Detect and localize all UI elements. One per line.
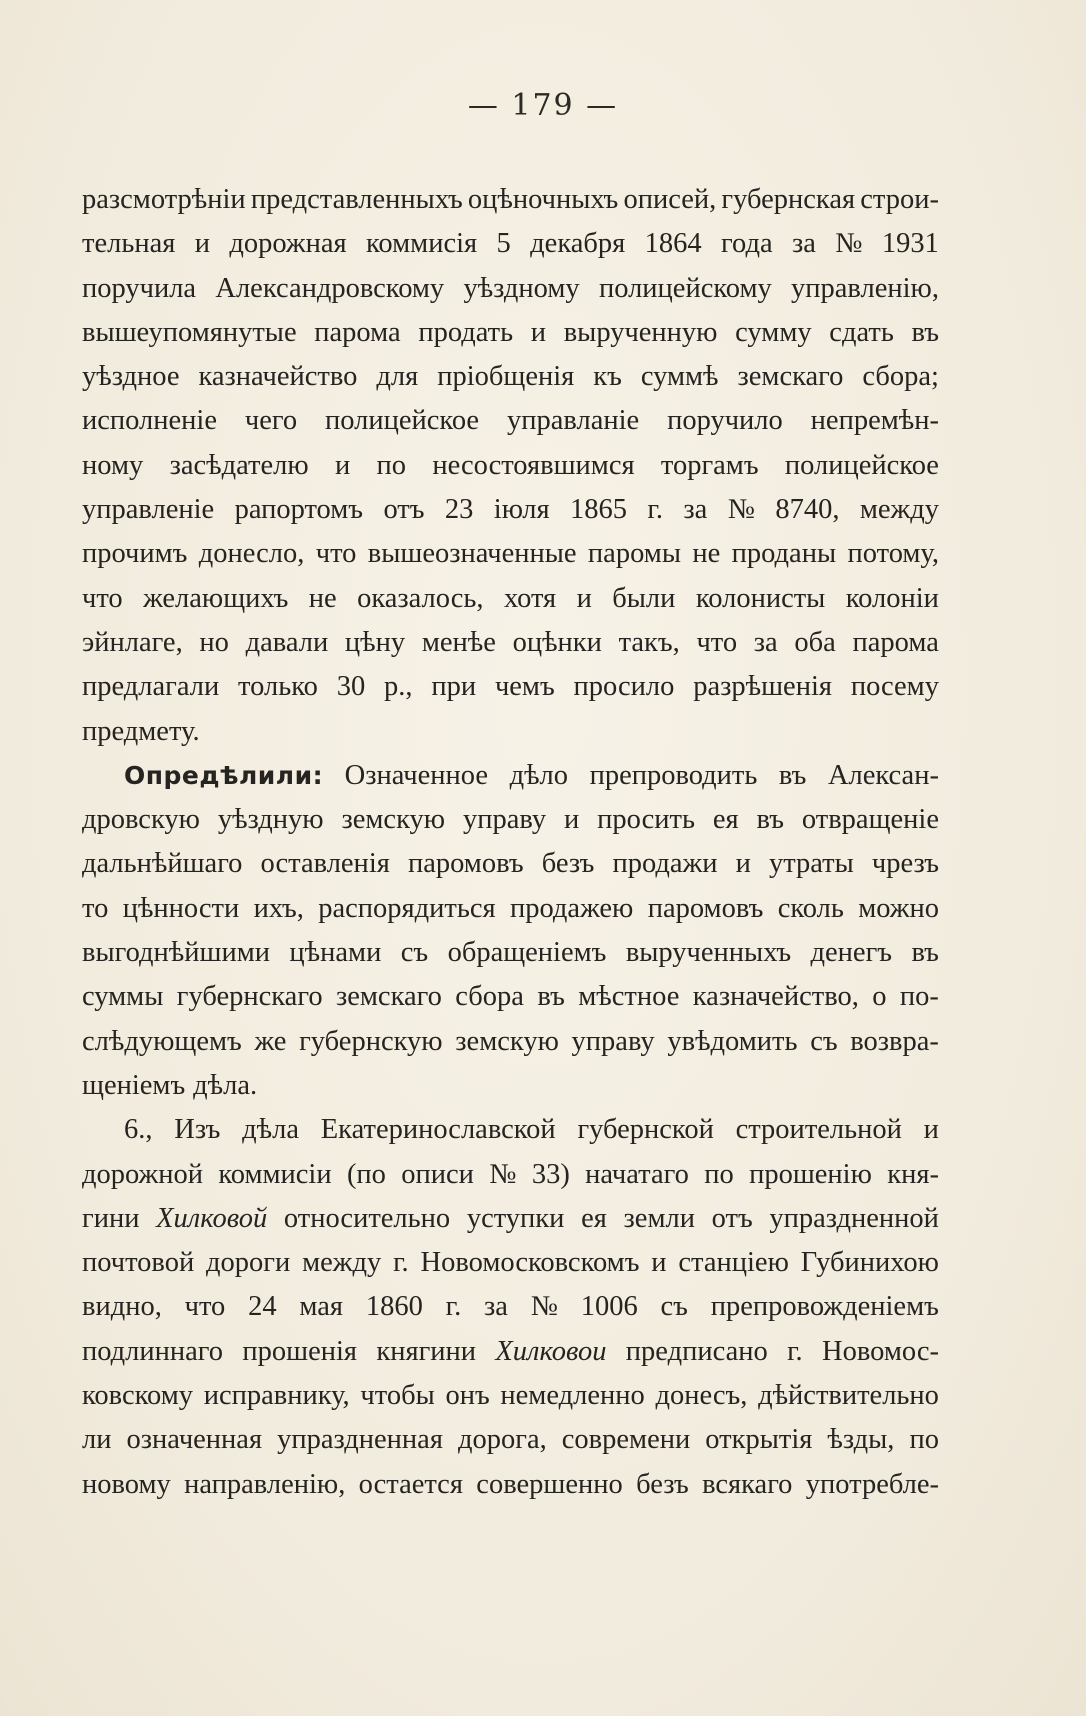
word: прошенію [749, 1158, 872, 1190]
word: № [835, 228, 863, 260]
word: препровожденіемъ [710, 1291, 939, 1323]
text-line [82, 399, 939, 443]
word: къ [593, 361, 622, 393]
text-line [82, 1020, 939, 1064]
word: упраздненной [769, 1202, 939, 1234]
word: предлагали [82, 671, 220, 703]
word: и [576, 582, 592, 614]
word: управу [462, 804, 547, 836]
word: относительно [283, 1202, 451, 1234]
word: по [704, 1158, 734, 1190]
word: управланіе [506, 405, 640, 437]
word: остается [358, 1468, 463, 1500]
word: менѣе [421, 626, 496, 658]
word: въ [911, 937, 939, 969]
word: и [923, 1114, 939, 1146]
word: строительной [735, 1114, 902, 1146]
word: и [334, 449, 351, 481]
word: оказалось, [357, 582, 484, 614]
word: № [530, 1291, 558, 1323]
word: давали [245, 626, 329, 658]
word: казначейство, [692, 981, 859, 1013]
word: описи [401, 1158, 474, 1190]
word: возвра- [850, 1025, 939, 1057]
word: дѣла [242, 1114, 299, 1146]
word: продажи [612, 848, 718, 880]
word: вышеозначенные [367, 538, 577, 570]
text-line [82, 1241, 939, 1285]
text-line [82, 798, 939, 842]
word: въ [537, 981, 565, 1013]
word: для [376, 361, 419, 393]
word: въ [756, 804, 784, 836]
word: дальнѣйшаго [82, 848, 243, 880]
word: и [735, 848, 751, 880]
word: дорога, [458, 1424, 547, 1456]
text-line [82, 665, 939, 709]
word: что [696, 626, 738, 658]
word: 1006 [580, 1291, 638, 1323]
word: парома [314, 316, 401, 348]
word: коммисія [366, 228, 478, 260]
word: № [489, 1158, 517, 1190]
word: пріобщенія [437, 361, 575, 393]
word: съ [660, 1291, 688, 1323]
text-line [82, 577, 939, 621]
text-line [82, 1330, 939, 1374]
word: чемъ [494, 671, 555, 703]
word: іюля [493, 494, 550, 526]
word: 33) [531, 1158, 570, 1190]
word: вырученную [563, 316, 718, 348]
text-line [82, 621, 939, 665]
word: за [791, 228, 816, 260]
word: увѣдомить [667, 1025, 798, 1057]
word: ѣзды, [827, 1424, 895, 1456]
word: употребле- [805, 1468, 939, 1500]
word: торгамъ [660, 449, 759, 481]
word: земскую [455, 1025, 559, 1057]
word: Александровскому [215, 272, 445, 304]
word: и [194, 228, 210, 260]
word: въ [778, 759, 807, 791]
word: и [563, 804, 580, 836]
word: 1860 [365, 1291, 423, 1323]
word: отвращеніе [801, 804, 939, 836]
word: 1931 [881, 228, 939, 260]
word: г. [445, 1291, 462, 1323]
word: полицейское [325, 405, 480, 437]
text-line [82, 1285, 939, 1329]
text-line [82, 887, 939, 931]
word: упраздненная [277, 1424, 443, 1456]
word: немедленно [500, 1380, 645, 1412]
word: засѣдателю [169, 449, 309, 481]
word: безъ [541, 848, 595, 880]
word: Екатеринославской [320, 1114, 556, 1146]
word: сбора [455, 981, 524, 1013]
word: съ [400, 937, 429, 969]
page-number: — 179 — [467, 88, 619, 123]
word: Изъ [174, 1114, 221, 1146]
word: чтобы [360, 1380, 435, 1412]
word: чрезъ [871, 848, 939, 880]
word: только [238, 671, 318, 703]
word: при [431, 671, 477, 703]
word: 24 [248, 1291, 277, 1323]
word: поручило [667, 405, 783, 437]
word: управу [571, 1025, 655, 1057]
word: предмету. [82, 715, 200, 747]
word: прочимъ [82, 538, 188, 570]
text-line [82, 931, 939, 975]
word: непремѣн- [810, 405, 939, 437]
word: такъ, [618, 626, 680, 658]
word: губернская [721, 184, 856, 215]
word: предписано [625, 1335, 768, 1367]
word: Хилковои [495, 1335, 607, 1367]
word: вырученныхъ [625, 937, 792, 969]
text-line [82, 710, 939, 754]
word: губернскаго [176, 981, 323, 1013]
word: рапортомъ [234, 494, 364, 526]
word: чего [244, 405, 298, 437]
word: разсмотрѣніи [82, 184, 246, 215]
word: г. [647, 494, 664, 526]
word: ихъ, [253, 892, 304, 924]
word: распорядиться [318, 892, 496, 924]
word: выгоднѣйшими [82, 937, 270, 969]
word: губернской [577, 1114, 714, 1146]
word: коммисіи [218, 1158, 332, 1190]
word: ковскому [82, 1380, 193, 1412]
word: сдать [829, 316, 894, 348]
word: губернскую [299, 1025, 443, 1057]
word: мѣстное [578, 981, 680, 1013]
word: несостоявшимся [432, 449, 635, 481]
word: ея [712, 804, 739, 836]
word: строи- [860, 184, 939, 215]
word: колонисты [695, 582, 826, 614]
word: онъ [445, 1380, 490, 1412]
word: ея [581, 1202, 607, 1234]
word: Новомос- [822, 1335, 939, 1367]
word: по [909, 1424, 939, 1456]
word: не [308, 582, 337, 614]
word: просило [573, 671, 675, 703]
word: потому, [847, 538, 939, 570]
word: сбора; [862, 361, 939, 393]
word: можно [858, 892, 939, 924]
word: декабря [530, 228, 626, 260]
word: о [872, 981, 887, 1013]
word: дровскую [82, 804, 200, 836]
word: что [82, 582, 123, 614]
word: земли [623, 1202, 695, 1234]
word: управленію, [791, 272, 939, 304]
word: хотя [503, 582, 557, 614]
text-line [82, 842, 939, 886]
word: полицейское [784, 449, 939, 481]
word: отъ [711, 1202, 753, 1234]
text-line [82, 178, 939, 222]
word: были [612, 582, 676, 614]
text-line [82, 355, 939, 399]
word: дѣла. [193, 1069, 258, 1101]
word: продать [418, 316, 514, 348]
word: оцѣнки [512, 626, 602, 658]
word: Новомосковскомъ [420, 1247, 640, 1279]
word: паромовъ [407, 848, 524, 880]
text-line [82, 311, 939, 355]
word: представленныхъ [250, 184, 463, 215]
word: начатаго [585, 1158, 689, 1190]
word: цѣну [344, 626, 406, 658]
word: продажею [509, 892, 634, 924]
word: Хилковой [156, 1202, 268, 1234]
word: 23 [444, 494, 474, 526]
word: то [82, 892, 109, 924]
word: поручила [82, 272, 197, 304]
word: г. [393, 1247, 409, 1279]
word: что [315, 538, 357, 570]
word: года [721, 228, 773, 260]
word: Губинихою [800, 1247, 939, 1279]
word: и [530, 316, 547, 348]
text-line [82, 444, 939, 488]
text-line [82, 488, 939, 532]
word: денегъ [810, 937, 893, 969]
text-line [82, 1374, 939, 1418]
word: мая [299, 1291, 344, 1323]
word: почтовой [82, 1247, 195, 1279]
word: колоніи [845, 582, 939, 614]
word: за [484, 1291, 508, 1323]
word: исправнику, [203, 1380, 350, 1412]
text-line [82, 1153, 939, 1197]
word: открытія [705, 1424, 813, 1456]
word: (по [346, 1158, 386, 1190]
word: казначейство [198, 361, 358, 393]
word: дороги [206, 1247, 291, 1279]
word: земскаго [335, 981, 442, 1013]
word: дорожная [229, 228, 347, 260]
text-line [82, 1418, 939, 1462]
word: безъ [636, 1468, 689, 1500]
word: ному [82, 449, 144, 481]
word: донесъ, [655, 1380, 748, 1412]
word: посему [850, 671, 939, 703]
word: видно, [82, 1291, 162, 1323]
word: оцѣночныхъ [467, 184, 619, 215]
word: сколь [777, 892, 844, 924]
word: кня- [887, 1158, 939, 1190]
text-line [82, 1108, 939, 1152]
word: княгини [376, 1335, 477, 1367]
word: оба [794, 626, 836, 658]
word: Опредѣлили: [124, 760, 324, 790]
word: и [651, 1247, 667, 1279]
word: подлиннаго [82, 1335, 224, 1367]
word: 8740, [775, 494, 840, 526]
word: въ [911, 316, 939, 348]
word: ли [82, 1424, 112, 1456]
word: желающихъ [143, 582, 289, 614]
word: всякаго [702, 1468, 793, 1500]
word: парома [852, 626, 939, 658]
text-line [82, 1197, 939, 1241]
word: станціею [678, 1247, 789, 1279]
word: между [302, 1247, 382, 1279]
word: обращеніемъ [447, 937, 607, 969]
word: проданы [731, 538, 837, 570]
word: слѣдующемъ [82, 1025, 242, 1057]
word: что [184, 1291, 226, 1323]
word: эйнлаге, [82, 626, 183, 658]
word: полицейскому [598, 272, 772, 304]
word: донесло, [198, 538, 305, 570]
text-line [82, 1064, 939, 1108]
word: уступки [466, 1202, 565, 1234]
word: цѣнами [289, 937, 382, 969]
word: земскаго [737, 361, 844, 393]
word: по [376, 449, 407, 481]
word: 5 [496, 228, 511, 260]
word: суммѣ [640, 361, 719, 393]
word: паромовъ [647, 892, 764, 924]
word: же [254, 1025, 287, 1057]
word: цѣнности [122, 892, 240, 924]
word: сумму [735, 316, 812, 348]
word: вышеупомянутые [82, 316, 297, 348]
text-line [82, 222, 939, 266]
word: № [727, 494, 755, 526]
word: съ [810, 1025, 838, 1057]
word: препроводить [589, 759, 758, 791]
word: за [753, 626, 778, 658]
word: между [859, 494, 939, 526]
word: означенная [126, 1424, 263, 1456]
word: совершенно [476, 1468, 623, 1500]
word: направленію, [184, 1468, 346, 1500]
word: дорожной [82, 1158, 203, 1190]
word: 1864 [644, 228, 702, 260]
word: р., [384, 671, 413, 703]
word: тельная [82, 228, 176, 260]
word: Алексан- [827, 759, 939, 791]
word: уѣздную [217, 804, 324, 836]
word: гини [82, 1202, 140, 1234]
word: 30 [336, 671, 366, 703]
word: утраты [768, 848, 854, 880]
word: но [199, 626, 229, 658]
word: дѣло [509, 759, 569, 791]
word: описей, [623, 184, 717, 215]
word: исполненіе [82, 405, 217, 437]
word: просить [597, 804, 695, 836]
word: дѣйствительно [758, 1380, 939, 1412]
word: за [683, 494, 708, 526]
word: паромы [587, 538, 681, 570]
word: 6., [124, 1114, 153, 1146]
word: Означенное [344, 759, 489, 791]
word: земскую [341, 804, 446, 836]
word: г. [787, 1335, 803, 1367]
word: управленіе [82, 494, 215, 526]
word: разрѣшенія [693, 671, 832, 703]
word: 1865 [570, 494, 628, 526]
text-line [82, 1463, 939, 1507]
word: современи [561, 1424, 691, 1456]
text-line [82, 532, 939, 576]
word: прошенія [242, 1335, 358, 1367]
text-line [82, 267, 939, 311]
text-line [82, 975, 939, 1019]
word: оставленія [260, 848, 390, 880]
word: отъ [383, 494, 425, 526]
text-line [82, 754, 939, 798]
body-text [82, 178, 939, 1507]
word: по- [899, 981, 939, 1013]
word: новому [82, 1468, 171, 1500]
word: не [692, 538, 721, 570]
word: уѣздное [82, 361, 180, 393]
word: щеніемъ [82, 1069, 186, 1101]
word: уѣздному [463, 272, 580, 304]
word: суммы [82, 981, 164, 1013]
